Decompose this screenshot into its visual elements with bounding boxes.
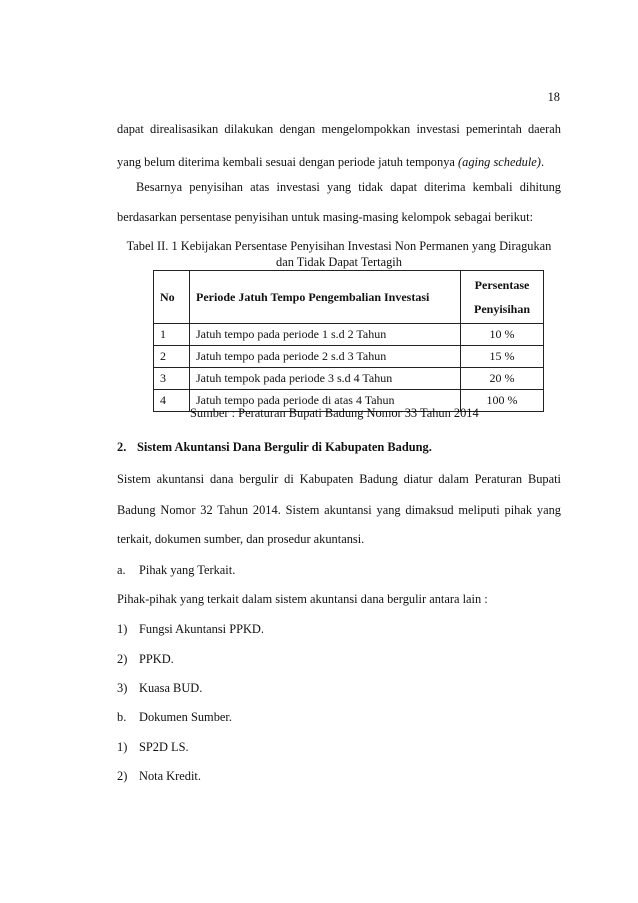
- subsection-b-label: b.: [117, 710, 127, 724]
- list-item: [117, 769, 201, 784]
- table-row: [154, 368, 544, 390]
- header-period: Periode Jatuh Tempo Pengembalian Investasi: [190, 271, 461, 324]
- list-item-number: 2): [117, 652, 128, 666]
- row-no: 2: [154, 346, 190, 368]
- list-item-number: 3): [117, 681, 128, 695]
- subsection-a-label: a.: [117, 563, 126, 577]
- row-period: Jatuh tempo pada periode di atas 4 Tahun: [190, 390, 461, 412]
- table-header-row: [154, 271, 544, 324]
- paragraph1-line2-text: yang belum diterima kembali sesuai dengan periode jatuh temponya: [117, 155, 458, 169]
- list-item: [117, 622, 264, 637]
- subsection-a-heading: [117, 563, 235, 578]
- header-percentage-line2: Penyisihan: [473, 302, 530, 316]
- row-period: Jatuh tempok pada periode 3 s.d 4 Tahun: [190, 368, 461, 390]
- row-no: 1: [154, 324, 190, 346]
- list-item: [117, 681, 202, 696]
- list-item-text: Kuasa BUD.: [139, 681, 203, 695]
- paragraph1-line1: dapat direalisasikan dilakukan dengan mengelompokkan investasi pemerintah daerah: [117, 122, 561, 136]
- list-item: [117, 740, 189, 755]
- section-number: 2.: [117, 440, 127, 454]
- table-caption-line1: Tabel II. 1 Kebijakan Persentase Penyisihan Investasi Non Permanen yang Diragukan: [126, 239, 552, 253]
- list-item-number: 1): [117, 622, 128, 636]
- row-percentage: 15 %: [461, 346, 544, 368]
- section2-para-line2: Badung Nomor 32 Tahun 2014. Sistem akuntansi yang dimaksud meliputi pihak yang: [117, 503, 561, 517]
- subsection-b-heading: [117, 710, 232, 725]
- section-title: Sistem Akuntansi Dana Bergulir di Kabupaten Badung.: [137, 440, 432, 454]
- table-row: [154, 324, 544, 346]
- section2-para-line3: terkait, dokumen sumber, dan prosedur akuntansi.: [117, 532, 365, 546]
- aging-schedule-term: (aging schedule): [458, 155, 541, 169]
- row-period: Jatuh tempo pada periode 2 s.d 3 Tahun: [190, 346, 461, 368]
- paragraph2-line1: Besarnya penyisihan atas investasi yang tidak dapat diterima kembali dihitung: [136, 180, 561, 194]
- table-caption: [117, 238, 561, 270]
- paragraph1-line2-suffix: .: [540, 155, 545, 169]
- list-item-text: Fungsi Akuntansi PPKD.: [139, 622, 264, 636]
- list-item-text: Nota Kredit.: [139, 769, 201, 783]
- row-period: Jatuh tempo pada periode 1 s.d 2 Tahun: [190, 324, 461, 346]
- header-percentage: [461, 271, 544, 324]
- row-no: 3: [154, 368, 190, 390]
- subsection-a-title: Pihak yang Terkait.: [139, 563, 236, 577]
- row-percentage: 20 %: [461, 368, 544, 390]
- table-row: [154, 346, 544, 368]
- header-no: No: [154, 271, 190, 324]
- table-caption-line2: dan Tidak Dapat Tertagih: [276, 255, 402, 269]
- list-item: [117, 652, 174, 667]
- paragraph2-line2: berdasarkan persentase penyisihan untuk masing-masing kelompok sebagai berikut:: [117, 210, 534, 224]
- table-source: Sumber : Peraturan Bupati Badung Nomor 33 Tahun 2014: [190, 406, 479, 420]
- list-item-number: 2): [117, 769, 128, 783]
- list-item-text: PPKD.: [139, 652, 174, 666]
- list-item-number: 1): [117, 740, 128, 754]
- header-percentage-line1: Persentase: [474, 278, 530, 292]
- subsection-b-title: Dokumen Sumber.: [139, 710, 232, 724]
- allowance-policy-table: [153, 270, 544, 412]
- list-item-text: SP2D LS.: [139, 740, 189, 754]
- section-heading: [117, 440, 432, 455]
- row-no: 4: [154, 390, 190, 412]
- row-percentage: 10 %: [461, 324, 544, 346]
- row-percentage: 100 %: [461, 390, 544, 412]
- subsection-a-intro: Pihak-pihak yang terkait dalam sistem akuntansi dana bergulir antara lain :: [117, 592, 488, 606]
- paragraph1-line2: [117, 155, 544, 170]
- section2-para-line1: Sistem akuntansi dana bergulir di Kabupaten Badung diatur dalam Peraturan Bupati: [117, 472, 561, 486]
- page-number: 18: [547, 90, 560, 104]
